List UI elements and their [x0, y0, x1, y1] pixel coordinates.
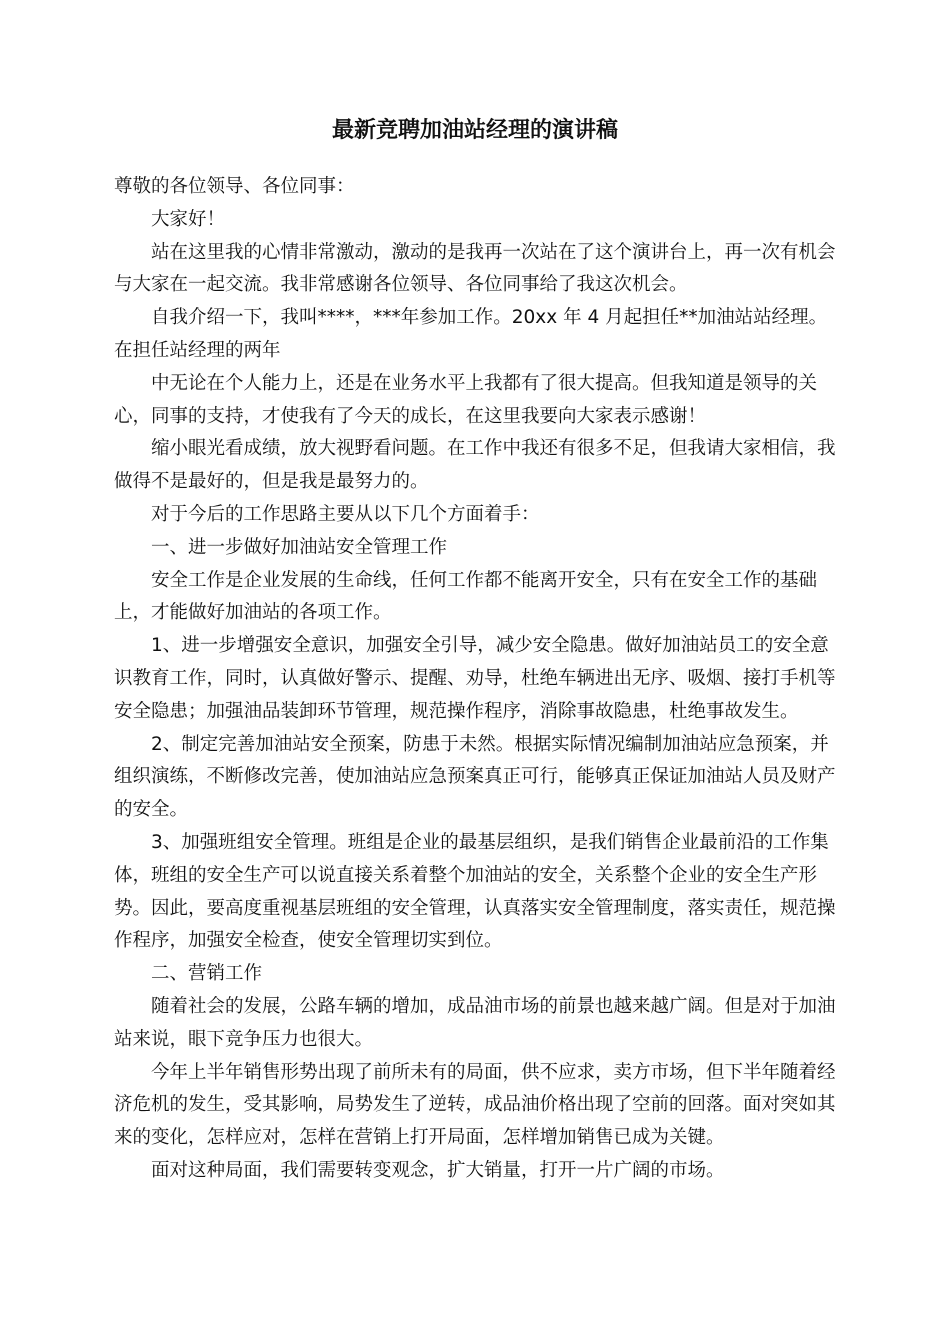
- paragraph: 自我介绍一下，我叫****，***年参加工作。20xx 年 4 月起担任**加油站站经理。: [151, 307, 828, 329]
- paragraph: 站在这里我的心情非常激动，激动的是我再一次站在了这个演讲台上，再一次有机会与大家在一起交流。我非常感谢各位领导、各位同事给了我这次机会。: [114, 241, 836, 296]
- paragraph: 随着社会的发展，公路车辆的增加，成品油市场的前景也越来越广阔。但是对于加油站来说，眼下竞争压力也很大。: [114, 995, 836, 1050]
- greeting: 大家好！: [151, 208, 226, 230]
- paragraph: 安全工作是企业发展的生命线，任何工作都不能离开安全，只有在安全工作的基础上，才能做好加油站的各项工作。: [114, 569, 818, 624]
- paragraph: 缩小眼光看成绩，放大视野看问题。在工作中我还有很多不足，但我请大家相信，我做得不是最好的，但是我是最努力的。: [114, 438, 836, 493]
- list-item: 3、加强班组安全管理。班组是企业的最基层组织，是我们销售企业最前沿的工作集体，班组的安全生产可以说直接关系着整个加油站的安全，关系整个企业的安全生产形势。因此，要高度重视基层班组的安全管理，认真落实安全管理制度，落实责任，规范操作程序，加强安全检查，使安全管理切实到位。: [114, 831, 836, 952]
- document-body: [114, 171, 836, 1188]
- list-item: 1、进一步增强安全意识，加强安全引导，减少安全隐患。做好加油站员工的安全意识教育工作，同时，认真做好警示、提醒、劝导，杜绝车辆进出无序、吸烟、接打手机等安全隐患；加强油品装卸环节管理，规范操作程序，消除事故隐患，杜绝事故发生。: [114, 635, 836, 722]
- document-title: 最新竞聘加油站经理的演讲稿: [331, 118, 618, 143]
- paragraph: 对于今后的工作思路主要从以下几个方面着手：: [151, 503, 540, 525]
- section-heading: 二、营销工作: [151, 963, 263, 985]
- list-item: 2、制定完善加油站安全预案，防患于未然。根据实际情况编制加油站应急预案，并组织演练，不断修改完善，使加油站应急预案真正可行，能够真正保证加油站人员及财产的安全。: [114, 733, 836, 821]
- paragraph: 在担任站经理的两年: [114, 339, 281, 361]
- section-heading: 一、进一步做好加油站安全管理工作: [151, 536, 448, 558]
- paragraph: 面对这种局面，我们需要转变观念，扩大销量，打开一片广阔的市场。: [151, 1159, 725, 1181]
- salutation: 尊敬的各位领导、各位同事：: [114, 176, 355, 197]
- paragraph: 今年上半年销售形势出现了前所未有的局面，供不应求，卖方市场，但下半年随着经济危机的发生，受其影响，局势发生了逆转，成品油价格出现了空前的回落。面对突如其来的变化，怎样应对，怎样在营销上打开局面，怎样增加销售已成为关键。: [114, 1061, 836, 1149]
- paragraph: 中无论在个人能力上，还是在业务水平上我都有了很大提高。但我知道是领导的关心，同事的支持，才使我有了今天的成长，在这里我要向大家表示感谢！: [114, 372, 818, 427]
